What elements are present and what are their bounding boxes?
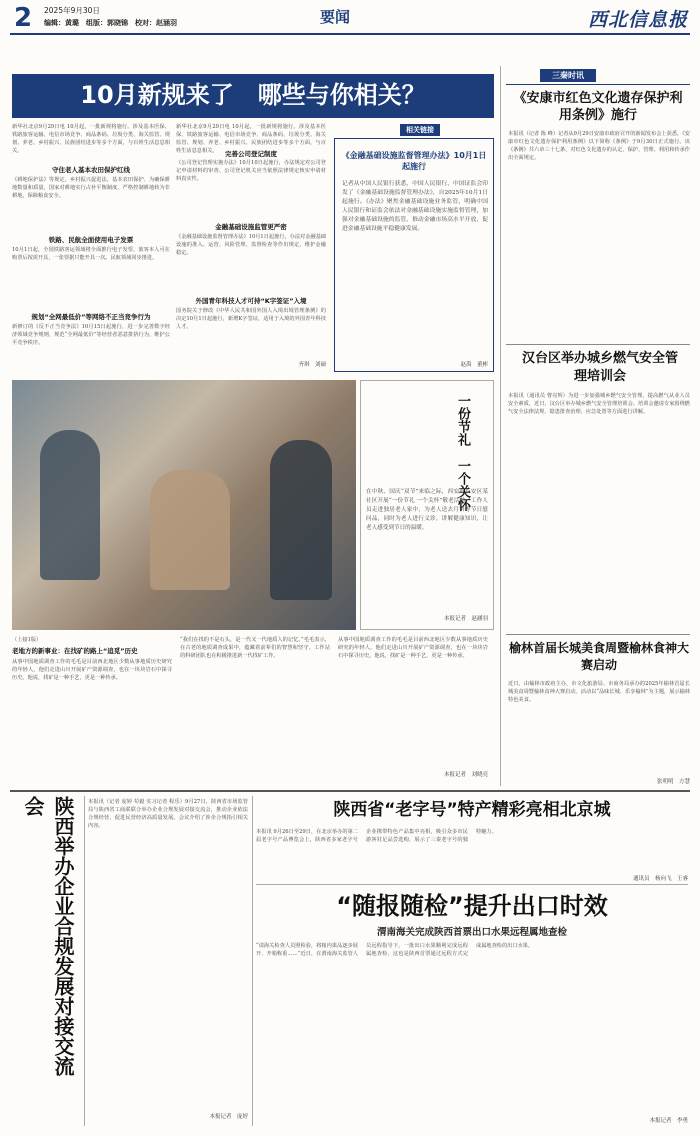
- gift-title: 一份节礼 一个关怀: [455, 394, 470, 511]
- right-body-2: 本报讯（通讯员 曹亮辉）为进一步加强城乡燃气安全管理，提高燃气从业人员安全素质，近日，汉台区举办城乡燃气安全管理培训会。培训会邀请专家围绕燃气安全法律法规、隐患排查治理、应急处置等方面进行讲解。: [508, 393, 690, 415]
- a1-byline: 齐琪 刘硕: [298, 362, 326, 368]
- related-tag: 相关链接: [400, 124, 440, 136]
- vertical-title: 陕西举办企业合规发展对接交流会: [21, 796, 75, 1076]
- right-divider: [500, 66, 501, 786]
- a1-p3: 新修订的《反不正当竞争法》10月15日起施行，进一步完善数字经济领域竞争规则，规范“全网最低价”等经营者恶意排挤行为，维护公平竞争秩序。: [12, 324, 170, 346]
- related-title: 《金融基础设施监督管理办法》10月1日起施行: [341, 151, 487, 171]
- caption-tag: （上接1版）: [12, 637, 42, 643]
- issue-date: 2025年9月30日: [44, 6, 100, 15]
- laozihao-title: 陕西省“老字号”特产精彩亮相北京城: [333, 800, 611, 820]
- bottom-divider-1: [84, 796, 85, 1126]
- a1-p6: 国务院关于修改《中华人民共和国外国人入境出境管理条例》的决定10月1日起施行，新增K字签证，适用于入境的外国青年科技人才。: [176, 308, 326, 330]
- export-body: “请海关检查人员照检验，将箱内果品逐步展开、开箱称重……”近日，在渭南海关监管人员远程指导下，一批出口水果顺利完成远程属地查检，这也是陕西首票通过远程方式完成属地查检的出口水果。: [256, 943, 534, 957]
- right-rule-top: [506, 84, 690, 85]
- right-rule-1: [506, 344, 690, 345]
- vertical-article-byline: 本报记者 庞婷: [209, 1114, 248, 1120]
- header-rule: [10, 33, 690, 35]
- photo-figure-right: [270, 440, 332, 600]
- caption-body: 从事中国地质调查工作的毛毛是目前西北地区少数从事地质历史研究的年轻人，他们走进山川开展矿产资源调查，也在一块块岩石中探寻历史。他说，找矿是一种手艺，更是一种传承。: [12, 659, 172, 681]
- right-title-2: 汉台区举办城乡燃气安全管理培训会: [521, 351, 678, 384]
- a1-p2: 10月1日起，全国铁路客运领域将全面推行电子发票，旅客本人可在购票后按需开具，一张票据只能开具一次。民航领域同步推进。: [12, 247, 170, 261]
- gift-byline: 本报记者 赵涵羽: [443, 616, 488, 622]
- photo-figure-seated: [150, 470, 230, 590]
- vertical-article-body: 本报讯（记者 庞婷 苟毅 实习记者 程乐）9月27日，陕西省市场监管局与陕西省工商联联合举办企业合规发展对接交流会，推动企业依法合规经营，促进民营经济高质量发展。会议介绍了涉企合规指引相关内容。: [88, 799, 248, 829]
- a1-p1: 《耕地保护法》等规定，乡村振兴促进法，基本农田保护、为确保耕地数量和质量，国家对耕地实行占补平衡制度，严格控制耕地转为非耕地，保障粮食安全。: [12, 177, 170, 199]
- caption-byline: 本报记者 刘晓亮: [443, 772, 488, 778]
- right-body-3: 近日，由榆林市政府主办，市文化旅游局、市商务局承办的2025年榆林首届长城美食周暨榆林食神大赛启动。活动以“品味长城、乐享榆林”为主题，展示榆林特色美食。: [508, 681, 690, 703]
- caption-body-3: 从事中国地质调查工作的毛毛是目前西北地区少数从事地质历史研究的年轻人，他们走进山川开展矿产资源调查，也在一块块岩石中探寻历史。他说，找矿是一种手艺，更是一种传承。: [338, 637, 488, 659]
- export-title: “随报随检”提升出口时效: [336, 892, 608, 920]
- a1-sub1: 守住老人基本农田保护红线: [52, 166, 130, 174]
- caption-title: 老地方的新事业：在找矿的路上“追觅”历史: [12, 647, 138, 655]
- a1-intro: 新华社北京9月29日电 10月起，一批新规将施行。涉及基本医保、铁路旅客运输、电信市场竞争、商品条码、垃圾分类、海关监管、规划、养老、乡村振兴、民族团结进步等多个方面，与百姓生活息息相关。: [12, 124, 170, 154]
- a1-p4: 《公司登记管理实施办法》10月10日起施行，办法规定对公司登记申请材料的审查、公司登记机关应当依照法律规定核实申请材料真实性。: [176, 160, 326, 182]
- right-body-1: 本报讯（记者 陈 峰）记者从9月29日安康市政府召开的新闻发布会上获悉，《安康市红色文化遗存保护利用条例》以下简称《条例》于9月30日正式施行。该《条例》共六章三十七条，对红色文化遗存的认定、保护、管理、利用和传承作出全面规定。: [508, 131, 690, 161]
- export-byline: 本报记者 李勇: [649, 1118, 688, 1124]
- bottom-divider-2: [252, 796, 253, 1126]
- a1-sub3: 规划“全网最低价”等网络不正当竞争行为: [31, 313, 151, 321]
- right-rule-2: [506, 634, 690, 635]
- right-column-tag: 三秦时讯: [540, 69, 596, 82]
- a1-sub2: 铁路、民航全面使用电子发票: [48, 236, 134, 244]
- related-body: 记者从中国人民银行获悉，中国人民银行、中国证监会印发了《金融基础设施监督管理办法》，自2025年10月1日起施行。《办法》聚焦金融基础设施业务监管，明确中国人民银行和证监会依法对金融基础设施实施监督管理，加强对金融基础设施的监管，推动金融市场高水平开放，促进金融基础设施平稳健康发展。: [342, 181, 488, 232]
- paper-logo: 西北信息报: [588, 9, 689, 31]
- photo-figure-left: [40, 430, 100, 580]
- a1-col2-top: 新华社北京9月29日电 10月起，一批新规将施行。涉及基本医保、铁路旅客运输、电信市场竞争、商品条码、垃圾分类、海关监管、规划、养老、乡村振兴、民族团结进步等多个方面，与百姓生活息息相关。: [176, 124, 326, 154]
- export-subtitle: 渭南海关完成陕西首票出口水果远程属地查检: [376, 927, 567, 938]
- a1-sub6: 外国青年科技人才可持“K字签证”入境: [195, 297, 307, 305]
- laozihao-byline: 通讯员 杨向飞 王睿: [632, 876, 688, 882]
- right-title-1: 《安康市红色文化遗存保护利用条例》施行: [513, 91, 683, 123]
- bottom-rule: [10, 790, 690, 792]
- right-title-3: 榆林首届长城美食周暨榆林食神大赛启动: [508, 641, 689, 672]
- editor-credits: 编辑：黄璐 组版：郭晓锦 校对：赵涵羽: [44, 19, 177, 27]
- headline-title: 10月新规来了 哪些与你相关？: [80, 81, 426, 109]
- related-byline: 赵禹 董彬: [460, 362, 488, 368]
- gift-body: 在中秋、国庆“双节”来临之际，西安市长安区某社区开展“一份节礼 一个关怀”敬老活动，工作人员走进独居老人家中，为老人送去月饼等节日慰问品，同时为老人进行义诊，讲解健康知识，让老人感受到节日的温暖。: [366, 489, 488, 531]
- page-number: 2: [14, 3, 33, 33]
- right-byline-3: 张明明 方慧: [656, 779, 690, 785]
- a1-sub4: 完善公司登记制度: [225, 150, 277, 158]
- laozihao-body: 本报讯 9月26日至29日，在北京举办的第二届老字号产品博览会上，陕西省多家老字号企业携带特色产品集中亮相，吸引众多市民游客驻足品尝选购，展示了三秦老字号的独特魅力。: [256, 829, 497, 843]
- a1-sub5: 金融基础设施监管更严密: [215, 223, 287, 231]
- section-name: 要闻: [320, 8, 351, 26]
- caption-body-2: “我们在找的不是石头，是一代又一代地质人的记忆。”毛毛表示，在古老的地质调查成果中，蕴藏着前辈们的智慧和坚守。工作站的科研团队也在积极推进新一代找矿工作。: [180, 637, 330, 659]
- a1-p5: 《金融基础设施监督管理办法》10月1日起施行，办法对金融基础设施的准入、运营、风险管理、监督检查等作出规定，维护金融稳定。: [176, 234, 326, 256]
- export-rule-top: [256, 884, 688, 885]
